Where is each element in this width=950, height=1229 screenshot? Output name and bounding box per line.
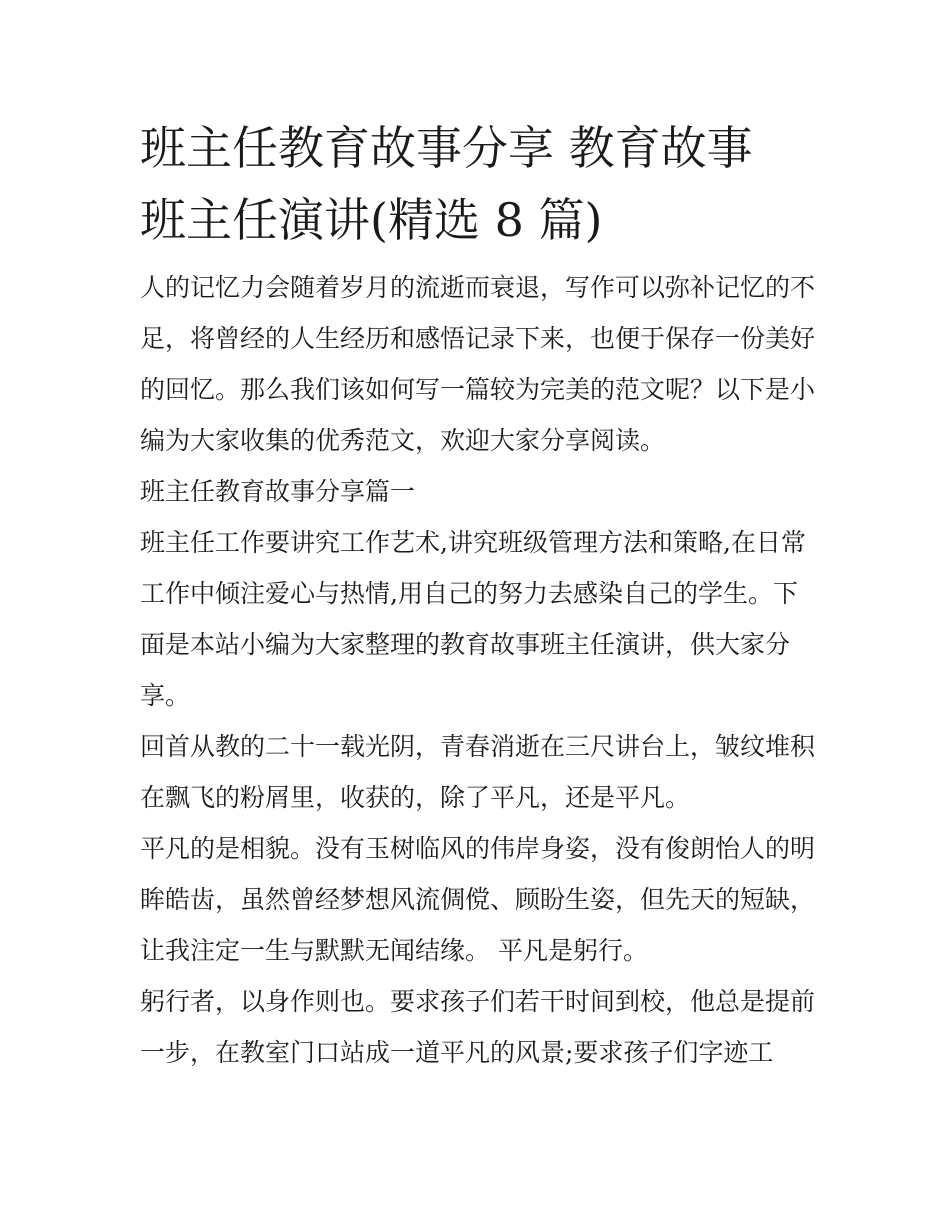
text-line: 在飘飞的粉屑里，收获的，除了平凡，还是平凡。 — [140, 783, 691, 812]
section-heading — [140, 466, 820, 517]
text-line: 班主任教育故事分享篇一 — [140, 477, 416, 506]
title-line: 班主任教育故事分享 教育故事 — [140, 121, 753, 175]
text-line: 工作中倾注爱心与热情,用自己的努力去感染自己的学生。下 — [140, 579, 798, 608]
text-line: 面是本站小编为大家整理的教育故事班主任演讲，供大家分 — [140, 630, 791, 659]
text-line: 眸皓齿，虽然曾经梦想风流倜傥、顾盼生姿，但先天的短缺， — [140, 885, 816, 914]
text-line: 足，将曾经的人生经历和感悟记录下来，也便于保存一份美好 — [140, 324, 816, 353]
body-paragraph — [140, 823, 820, 976]
intro-paragraph — [140, 262, 820, 466]
text-line: 班主任工作要讲究工作艺术,讲究班级管理方法和策略,在日常 — [140, 528, 806, 557]
text-line: 回首从教的二十一载光阴，青春消逝在三尺讲台上，皱纹堆积 — [140, 732, 816, 761]
text-line: 编为大家收集的优秀范文，欢迎大家分享阅读。 — [140, 426, 666, 455]
text-line: 平凡的是相貌。没有玉树临风的伟岸身姿，没有俊朗怡人的明 — [140, 834, 816, 863]
document-title — [140, 112, 820, 256]
body-paragraph — [140, 721, 820, 823]
body-paragraph — [140, 517, 820, 721]
text-line: 让我注定一生与默默无闻结缘。 平凡是躬行。 — [140, 936, 648, 965]
text-line: 躬行者，以身作则也。要求孩子们若干时间到校，他总是提前 — [140, 987, 816, 1016]
text-line: 一步，在教室门口站成一道平凡的风景;要求孩子们字迹工 — [140, 1038, 774, 1067]
text-line: 享。 — [140, 681, 191, 710]
text-line: 人的记忆力会随着岁月的流逝而衰退，写作可以弥补记忆的不 — [140, 273, 816, 302]
document-body — [140, 112, 820, 1078]
title-line: 班主任演讲(精选 8 篇) — [140, 193, 603, 247]
body-paragraph — [140, 976, 820, 1078]
text-line: 的回忆。那么我们该如何写一篇较为完美的范文呢？以下是小 — [140, 375, 816, 404]
